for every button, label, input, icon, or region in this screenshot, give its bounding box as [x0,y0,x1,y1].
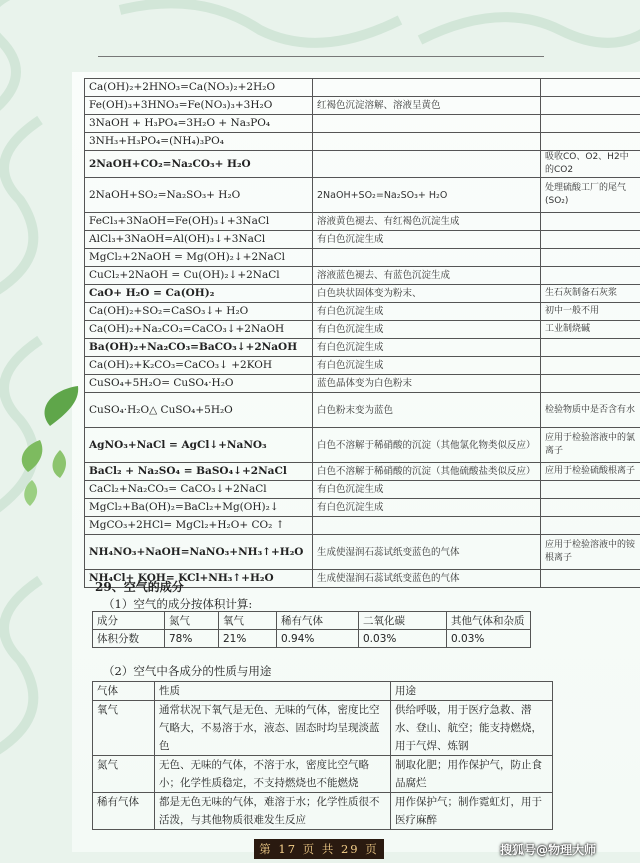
reaction-equation-cell: CaO+ H₂O = Ca(OH)₂ [85,285,313,303]
table-header-cell: 氮气 [165,612,219,630]
reaction-phenomenon-cell: 有白色沉淀生成 [313,499,541,517]
reaction-use-cell: 吸收CO、O2、H2中的CO2 [541,151,640,178]
table-row [85,517,640,535]
reaction-use-cell [541,570,640,588]
reaction-phenomenon-cell: 有白色沉淀生成 [313,231,541,249]
reaction-equation-cell: CaCl₂+Na₂CO₃= CaCO₃↓+2NaCl [85,481,313,499]
table-row [85,393,640,428]
table-row [85,151,640,178]
reaction-equation-cell: 3NaOH + H₃PO₄=3H₂O + Na₃PO₄ [85,115,313,133]
reaction-phenomenon-cell: 2NaOH+SO₂=Na₂SO₃+ H₂O [313,178,541,213]
reaction-use-cell [541,97,640,115]
table-cell: 供给呼吸，用于医疗急救、潜水、登山、航空；能支持燃烧，用于气焊、炼钢 [391,701,553,756]
reaction-use-cell [541,231,640,249]
reaction-use-cell [541,79,640,97]
reaction-phenomenon-cell: 红褐色沉淀溶解、溶液呈黄色 [313,97,541,115]
reaction-use-cell [541,115,640,133]
reaction-equation-cell: NH₄NO₃+NaOH=NaNO₃+NH₃↑+H₂O [85,535,313,570]
table-cell: 通常状况下氧气是无色、无味的气体，密度比空气略大，不易溶于水，液态、固态时均呈现淡蓝色 [155,701,391,756]
reaction-phenomenon-cell [313,151,541,178]
table-row [85,357,640,375]
reaction-equation-cell: Ca(OH)₂+SO₂=CaSO₃↓+ H₂O [85,303,313,321]
table-header-cell: 气体 [93,682,155,701]
reaction-equation-cell: MgCl₂+Ba(OH)₂=BaCl₂+Mg(OH)₂↓ [85,499,313,517]
table-row [85,133,640,151]
table-row [85,428,640,463]
table-row [85,115,640,133]
leaf-decoration-icon [10,380,90,510]
table-row [85,97,640,115]
table-row [93,682,553,701]
reaction-use-cell [541,213,640,231]
table-cell: 78% [165,630,219,648]
reaction-phenomenon-cell: 有白色沉淀生成 [313,321,541,339]
table-row [93,630,531,648]
reaction-equation-cell: 2NaOH+CO₂=Na₂CO₃+ H₂O [85,151,313,178]
reaction-equation-cell: FeCl₃+3NaOH=Fe(OH)₃↓+3NaCl [85,213,313,231]
table-row [85,375,640,393]
table-row [85,303,640,321]
table-row [85,481,640,499]
table-header-cell: 氧气 [219,612,277,630]
reaction-phenomenon-cell: 有白色沉淀生成 [313,339,541,357]
reaction-equation-cell: NH₄Cl+ KOH= KCl+NH₃↑+H₂O [85,570,313,588]
table-row [85,535,640,570]
reaction-phenomenon-cell: 白色不溶解于稀硝酸的沉淀（其他硫酸盐类似反应） [313,463,541,481]
table-header-cell: 性质 [155,682,391,701]
reaction-use-cell: 处理硫酸工厂的尾气(SO₂) [541,178,640,213]
reaction-use-cell [541,499,640,517]
table-cell: 0.94% [277,630,359,648]
table-row [93,612,531,630]
reaction-equation-cell: Fe(OH)₃+3HNO₃=Fe(NO₃)₃+3H₂O [85,97,313,115]
reaction-equation-cell: CuSO₄·H₂O△ CuSO₄+5H₂O [85,393,313,428]
reaction-phenomenon-cell: 生成使湿润石蕊试纸变蓝色的气体 [313,535,541,570]
table-cell: 用作保护气；制作霓虹灯，用于医疗麻醉 [391,793,553,830]
reaction-phenomenon-cell: 有白色沉淀生成 [313,357,541,375]
table-header-cell: 成分 [93,612,165,630]
reaction-phenomenon-cell [313,79,541,97]
reaction-phenomenon-cell: 白色粉末变为蓝色 [313,393,541,428]
table-cell: 都是无色无味的气体，难溶于水；化学性质很不活泼，与其他物质很难发生反应 [155,793,391,830]
reaction-phenomenon-cell: 白色块状固体变为粉末、 [313,285,541,303]
table-row [85,499,640,517]
table-row [85,79,640,97]
reaction-use-cell [541,481,640,499]
reaction-phenomenon-cell [313,133,541,151]
reaction-equation-cell: CuSO₄+5H₂O= CuSO₄·H₂O [85,375,313,393]
reaction-equation-cell: 2NaOH+SO₂=Na₂SO₃+ H₂O [85,178,313,213]
table-cell: 体积分数 [93,630,165,648]
table-header-cell: 用途 [391,682,553,701]
reaction-phenomenon-cell [313,249,541,267]
reaction-use-cell: 初中一般不用 [541,303,640,321]
table-cell: 0.03% [359,630,447,648]
reaction-use-cell [541,249,640,267]
subsection-properties-title: （2）空气中各成分的性质与用途 [103,664,272,678]
table-header-cell: 二氧化碳 [359,612,447,630]
table-row [93,701,553,756]
reaction-use-cell [541,357,640,375]
reaction-equation-cell: MgCl₂+2NaOH = Mg(OH)₂↓+2NaCl [85,249,313,267]
reaction-use-cell [541,375,640,393]
reaction-equation-cell: AgNO₃+NaCl = AgCl↓+NaNO₃ [85,428,313,463]
reaction-equation-cell: AlCl₃+3NaOH=Al(OH)₃↓+3NaCl [85,231,313,249]
reaction-use-cell [541,133,640,151]
table-row [85,285,640,303]
reaction-phenomenon-cell: 白色不溶解于稀硝酸的沉淀（其他氯化物类似反应） [313,428,541,463]
reaction-phenomenon-cell: 溶液黄色褪去、有红褐色沉淀生成 [313,213,541,231]
table-cell: 0.03% [447,630,531,648]
reaction-use-cell [541,339,640,357]
table-cell: 氧气 [93,701,155,756]
table-row [85,321,640,339]
reaction-phenomenon-cell: 生成使湿润石蕊试纸变蓝色的气体 [313,570,541,588]
table-cell: 21% [219,630,277,648]
table-row [93,756,553,793]
subsection-composition-title: （1）空气的成分按体积计算: [103,597,253,611]
reaction-table [84,78,640,588]
gas-properties-table [92,681,553,830]
reaction-phenomenon-cell: 有白色沉淀生成 [313,303,541,321]
table-cell: 无色、无味的气体，不溶于水，密度比空气略小；化学性质稳定，不支持燃烧也不能燃烧 [155,756,391,793]
table-cell: 制取化肥；用作保护气，防止食品腐烂 [391,756,553,793]
reaction-use-cell: 应用于检验溶液中的铵根离子 [541,535,640,570]
table-row [85,231,640,249]
reaction-equation-cell: MgCO₃+2HCl= MgCl₂+H₂O+ CO₂ ↑ [85,517,313,535]
reaction-use-cell: 生石灰制备石灰浆 [541,285,640,303]
table-row [85,178,640,213]
reaction-use-cell: 工业制烧碱 [541,321,640,339]
table-header-cell: 稀有气体 [277,612,359,630]
table-row [93,793,553,830]
reaction-equation-cell: 3NH₃+H₃PO₄=(NH₄)₃PO₄ [85,133,313,151]
table-header-cell: 其他气体和杂质 [447,612,531,630]
reaction-phenomenon-cell [313,517,541,535]
reaction-use-cell: 应用于检验溶液中的氯离子 [541,428,640,463]
reaction-use-cell [541,267,640,285]
table-row [85,463,640,481]
reaction-equation-cell: Ca(OH)₂+Na₂CO₃=CaCO₃↓+2NaOH [85,321,313,339]
reaction-equation-cell: Ca(OH)₂+2HNO₃=Ca(NO₃)₂+2H₂O [85,79,313,97]
reaction-phenomenon-cell: 蓝色晶体变为白色粉末 [313,375,541,393]
reaction-equation-cell: BaCl₂ + Na₂SO₄ = BaSO₄↓+2NaCl [85,463,313,481]
table-row [85,339,640,357]
reaction-use-cell: 检验物质中是否含有水 [541,393,640,428]
reaction-use-cell: 应用于检验硫酸根离子 [541,463,640,481]
reaction-equation-cell: Ca(OH)₂+K₂CO₃=CaCO₃↓ +2KOH [85,357,313,375]
table-cell: 氮气 [93,756,155,793]
reaction-equation-cell: CuCl₂+2NaOH = Cu(OH)₂↓+2NaCl [85,267,313,285]
reaction-equation-cell: Ba(OH)₂+Na₂CO₃=BaCO₃↓+2NaOH [85,339,313,357]
header-rule [98,56,544,57]
reaction-phenomenon-cell: 有白色沉淀生成 [313,481,541,499]
page-number: 第 17 页 共 29 页 [254,839,384,859]
reaction-phenomenon-cell: 溶液蓝色褪去、有蓝色沉淀生成 [313,267,541,285]
watermark-text: 搜狐号@物理大师 [500,843,597,857]
table-row [85,213,640,231]
table-row [85,249,640,267]
table-row [85,267,640,285]
table-cell: 稀有气体 [93,793,155,830]
reaction-phenomenon-cell [313,115,541,133]
air-composition-table [92,611,531,648]
section-title: 29、空气的成分 [95,580,184,594]
reaction-use-cell [541,517,640,535]
